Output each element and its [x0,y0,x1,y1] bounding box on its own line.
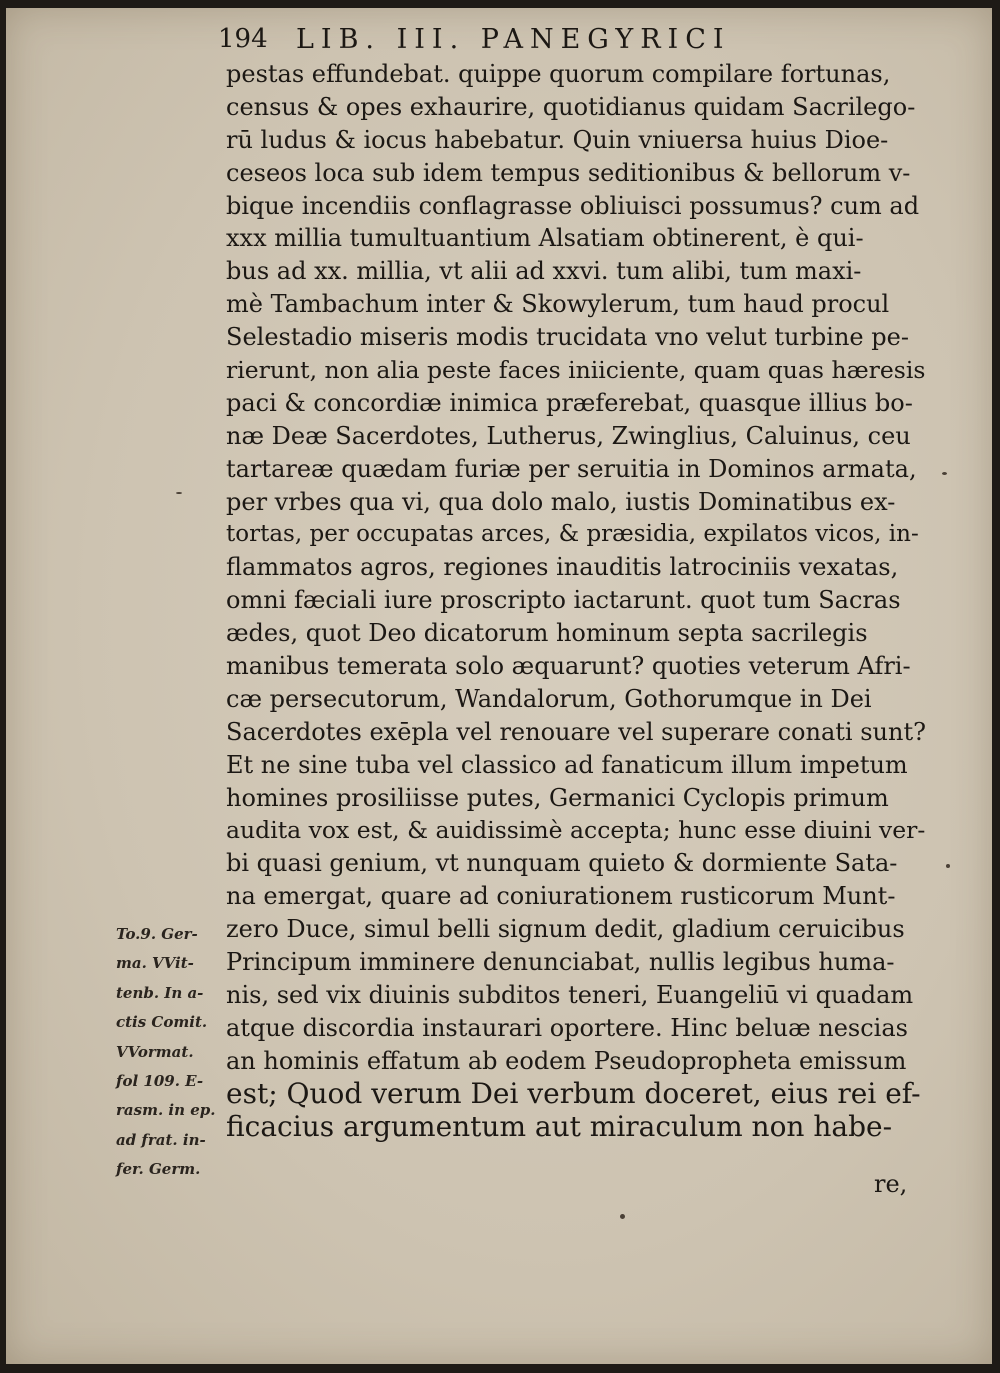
running-head: LIB. III. PANEGYRICI [296,24,731,55]
text-line: rierunt, non alia peste faces iniiciente, quam quas hæresis [226,356,926,385]
marginal-note-line: ad frat. in- [116,1130,206,1149]
marginal-note-line: fer. Germ. [116,1160,201,1179]
marginal-note [116,920,228,1185]
text-line: mè Tambachum inter & Skowylerum, tum haud procul [226,290,890,319]
marginal-note-line: VVormat. [116,1042,194,1061]
text-line: bus ad xx. millia, vt alii ad xxvi. tum alibi, tum maxi- [226,257,862,286]
text-line: Et ne sine tuba vel classico ad fanaticum illum impetum [226,750,908,779]
text-line: ædes, quot Deo dicatorum hominum septa sacrilegis [226,619,868,648]
text-line: Principum imminere denunciabat, nullis legibus huma- [226,948,895,977]
text-line: bi quasi genium, vt nunquam quieto & dormiente Sata- [226,849,898,878]
text-line: tartareæ quædam furiæ per seruitia in Dominos armata, [226,454,917,483]
marginal-note-line: fol 109. E- [116,1071,204,1090]
text-line: xxx millia tumultuantium Alsatiam obtinerent, è qui- [226,224,864,253]
text-line: audita vox est, & auidissimè accepta; hunc esse diuini ver- [226,816,926,845]
paper-speck [176,492,182,494]
marginal-note-line: To.9. Ger- [116,925,198,943]
text-line: flammatos agros, regiones inauditis latrociniis vexatas, [226,553,899,582]
text-line: homines prosiliisse putes, Germanici Cyclopis primum [226,783,889,812]
text-line: atque discordia instaurari oportere. Hinc beluæ nescias [226,1013,908,1042]
text-line: per vrbes qua vi, qua dolo malo, iustis Dominatibus ex- [226,487,896,516]
marginal-note-line: rasm. in ep. [116,1101,216,1120]
text-line: paci & concordiæ inimica præferebat, quasque illius bo- [226,388,913,417]
text-line: bique incendiis conflagrasse obliuisci possumus? cum ad [226,191,920,220]
text-line: cæ persecutorum, Wandalorum, Gothorumque in Dei [226,684,872,713]
text-line: ficacius argumentum aut miraculum non habe- [226,1109,893,1143]
text-line: an hominis effatum ab eodem Pseudopropheta emissum [226,1046,907,1075]
paper-speck [942,472,947,475]
page-header [218,24,838,60]
paper-speck [620,1214,625,1219]
main-text-block [226,58,926,1143]
text-line: rū ludus & iocus habebatur. Quin vniuersa huius Dioe- [226,125,889,154]
marginal-note-line: ctis Comit. [116,1013,208,1032]
text-line: Sacerdotes exēpla vel renouare vel superare conati sunt? [226,717,926,746]
text-line: ceseos loca sub idem tempus seditionibus & bellorum v- [226,158,911,187]
paper-speck [946,864,950,868]
text-line: pestas effundebat. quippe quorum compilare fortunas, [226,60,891,88]
text-line: Selestadio miseris modis trucidata vno velut turbine pe- [226,323,909,352]
marginal-note-line: ma. VVit- [116,954,194,973]
catchword: re, [874,1170,908,1198]
text-line: nis, sed vix diuinis subditos teneri, Euangeliū vi quadam [226,980,914,1009]
text-line: næ Deæ Sacerdotes, Lutherus, Zwinglius, Caluinus, ceu [226,421,911,450]
text-line: census & opes exhaurire, quotidianus quidam Sacrilego- [226,92,916,121]
page-number: 194 [218,24,268,54]
text-line: manibus temerata solo æquarunt? quoties veterum Afri- [226,652,911,681]
text-line: omni fæciali iure proscripto iactarunt. quot tum Sacras [226,586,901,615]
text-line: na emergat, quare ad coniurationem rusticorum Munt- [226,882,896,911]
text-line: zero Duce, simul belli signum dedit, gladium ceruicibus [226,915,905,944]
text-line: tortas, per occupatas arces, & præsidia, expilatos vicos, in- [226,521,919,548]
text-line: est; Quod verum Dei verbum doceret, eius rei ef- [226,1076,921,1110]
book-page [6,8,992,1364]
marginal-note-line: tenb. In a- [116,983,204,1002]
